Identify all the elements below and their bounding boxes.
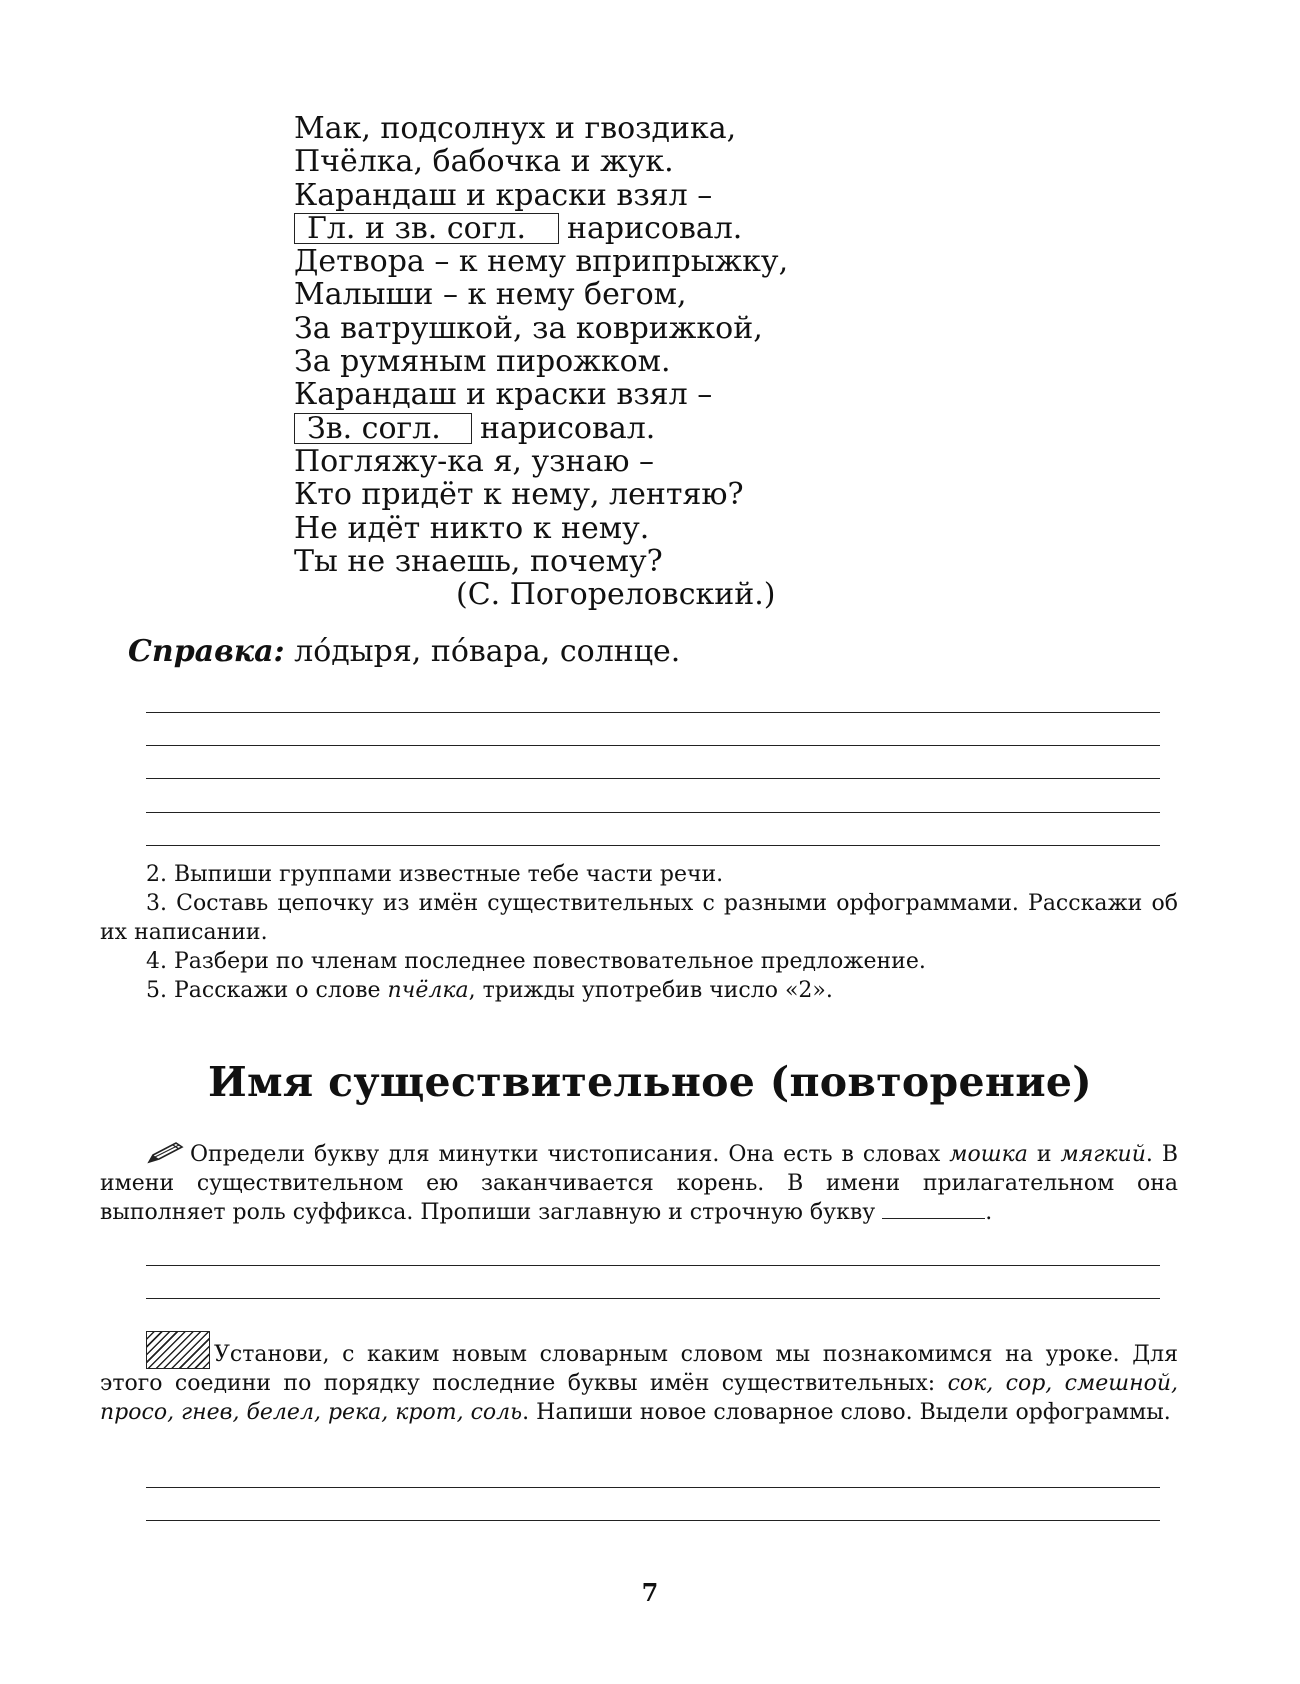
example-word: мошка [949,1142,1028,1167]
writing-line[interactable] [146,778,1160,779]
poem-line: Карандаш и краски взял – [294,377,713,413]
poem-line: Погляжу-ка я, узнаю – [294,443,655,479]
vocabulary-text: Установи, с каким новым словарным словом мы познакомимся на уроке. Для этого соедини по порядку последние буквы имён существительных: [100,1342,1178,1396]
section-heading: Имя существительное (повторение) [207,1058,1093,1106]
vocabulary-task [100,1331,1178,1427]
task-text-end: , трижды употребив число «2». [468,978,833,1003]
calligraphy-task [100,1140,1178,1227]
vocabulary-text-end: . Напиши новое словарное слово. Выдели орфограммы. [522,1400,1171,1425]
vocabulary-words: сок, сор, смешной, просо, гнев, белел, река, крот, соль [100,1371,1178,1425]
answer-box[interactable]: Зв. согл. [294,413,472,444]
calligraphy-text: и [1027,1142,1061,1167]
poem-line: Мак, подсолнух и гвоздика, [294,111,737,146]
reference-label: Справка: [128,634,285,669]
poem-line: Кто придёт к нему, лентяю? [294,477,744,513]
poem-line: Пчёлка, бабочка и жук. [294,144,674,180]
writing-line[interactable] [146,1487,1160,1488]
task-text: 5. Расскажи о слове [146,978,388,1003]
poem-line-end: нарисовал. [480,410,656,446]
poem-line: Ты не знаешь, почему? [294,543,663,579]
writing-line[interactable] [146,812,1160,813]
calligraphy-text: Определи букву для минутки чистописания. Она есть в словах [190,1142,950,1167]
poem-line: Детвора – к нему вприпрыжку, [294,244,789,280]
task-item: 4. Разбери по членам последнее повествовательное предложение. [146,949,926,974]
poem-author: (С. Погореловский.) [456,577,776,613]
writing-line[interactable] [146,1298,1160,1299]
poem-line-end: нарисовал. [567,210,743,246]
calligraphy-text: . В имени существительном ею заканчивается корень. В имени прилагательном она выполняет роль суффикса. Пропиши заглавную и строчную букву [100,1142,1178,1225]
reference-text: ло́дыря, по́вара, солнце. [294,634,681,669]
task-list [100,860,1178,1005]
writing-line[interactable] [146,1520,1160,1521]
answer-box[interactable]: Гл. и зв. согл. [294,213,559,244]
reference-note [128,634,680,669]
poem-line: Карандаш и краски взял – [294,177,713,213]
poem-line: Не идёт никто к нему. [294,510,650,546]
calligraphy-text-end: . [985,1200,993,1225]
poem-line-with-box [294,212,788,245]
letter-blank[interactable] [882,1200,985,1219]
poem-line: За румяным пирожком. [294,344,671,380]
hatched-square-icon [146,1331,210,1369]
poem-line: Малыши – к нему бегом, [294,277,687,313]
writing-line[interactable] [146,745,1160,746]
task-item: 3. Составь цепочку из имён существительных с разными орфограммами. Расскажи об их написании. [100,891,1178,945]
page-number: 7 [641,1578,659,1607]
poem [294,112,788,611]
writing-line[interactable] [146,845,1160,846]
poem-line: За ватрушкой, за коврижкой, [294,310,763,346]
writing-line[interactable] [146,1265,1160,1266]
poem-line-with-box [294,412,788,445]
example-word: мягкий [1060,1142,1146,1167]
writing-line[interactable] [146,712,1160,713]
pencil-icon [146,1141,186,1165]
task-item [100,976,1178,1005]
task-item: 2. Выпиши группами известные тебе части речи. [146,862,724,887]
task-word: пчёлка [387,978,469,1003]
